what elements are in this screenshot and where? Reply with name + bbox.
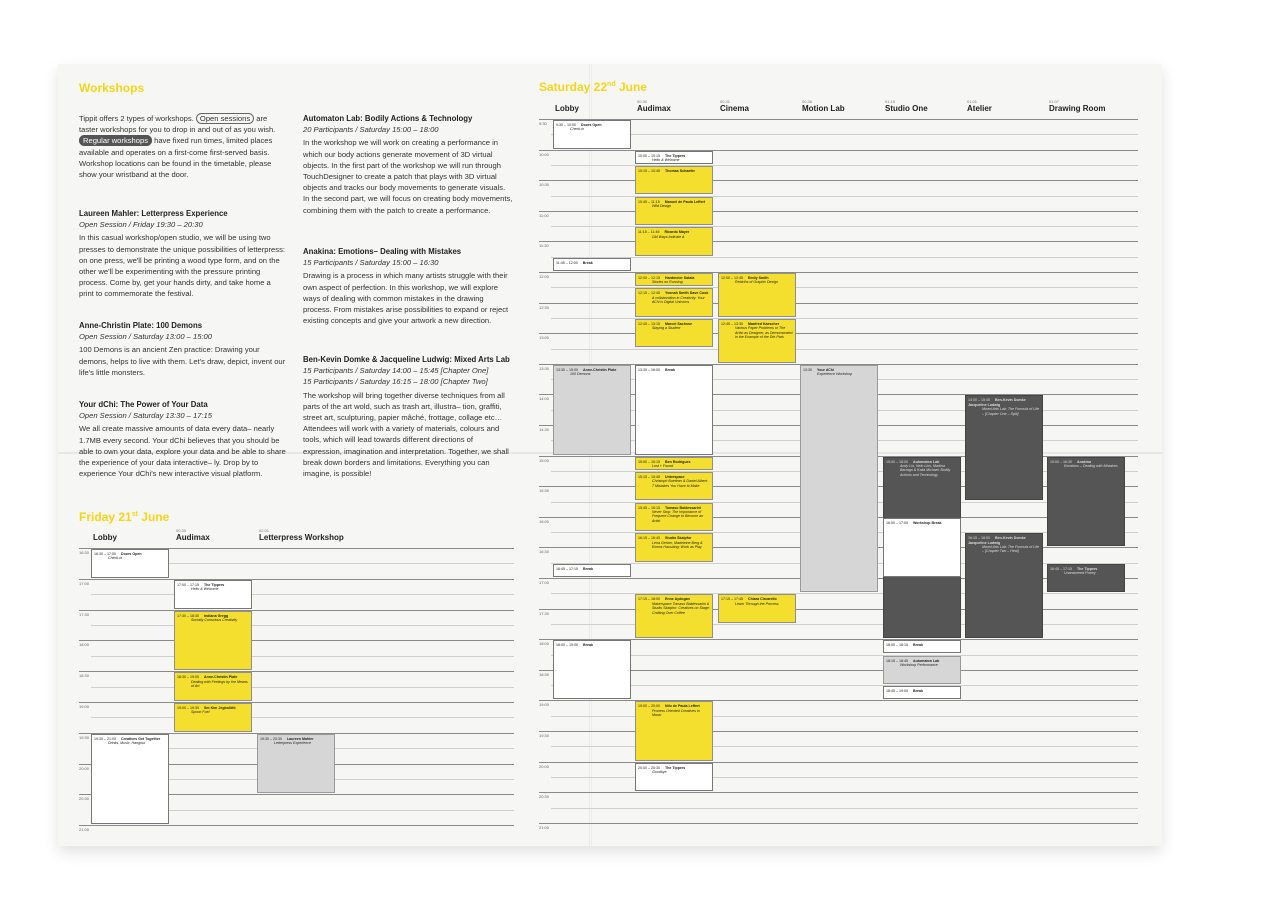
schedule-event bbox=[91, 549, 169, 578]
schedule-event bbox=[635, 503, 713, 532]
time-label: 18:00 bbox=[79, 642, 90, 648]
schedule-event bbox=[257, 734, 335, 794]
event-name: Anne-Christin Plate bbox=[582, 367, 617, 372]
event-description: Drinks, Music, Hangout bbox=[108, 741, 146, 746]
schedule-event bbox=[635, 472, 713, 501]
workshop-title: Ben-Kevin Domke & Jacqueline Ludwig: Mixed Arts Lab bbox=[303, 355, 510, 364]
half-gridline bbox=[551, 655, 1138, 656]
workshop-entry bbox=[79, 320, 286, 378]
schedule-event bbox=[553, 564, 631, 577]
time-label: 21:00 bbox=[539, 824, 550, 830]
time-label: 12:00 bbox=[539, 274, 550, 279]
event-description: Andy Lio, Nelo Lins, Martina Barrago & Kaiia Michael: Bodily Actions and Technology bbox=[900, 464, 951, 477]
room-header: Motion Lab bbox=[802, 104, 845, 113]
time-label: 19:30 bbox=[79, 734, 90, 740]
time-gridline bbox=[79, 702, 514, 703]
half-gridline bbox=[551, 134, 1138, 135]
event-name: The Tippers bbox=[664, 765, 686, 770]
event-time: 12:45 – 13:15 bbox=[638, 321, 660, 326]
event-time: 18:00 – 19:00 bbox=[556, 643, 578, 648]
schedule-event bbox=[635, 594, 713, 638]
event-name: Yvonah Smith Dave Cook bbox=[664, 291, 709, 296]
time-label: 10:00 bbox=[539, 151, 550, 157]
open-sessions-pill: Open sessions bbox=[196, 113, 254, 124]
room-number: 01.01 bbox=[967, 99, 978, 104]
event-description: Mixed Arts Lab: The Formula of Life – [Chapter One – Split] bbox=[982, 407, 1039, 416]
event-description: 100 Demons bbox=[570, 372, 591, 377]
event-name: Anakina bbox=[1076, 459, 1091, 464]
workshop-title: Anne-Christin Plate: 100 Demons bbox=[79, 321, 203, 330]
event-description: Learn Through the Process bbox=[735, 601, 779, 606]
schedule-event bbox=[553, 258, 631, 271]
event-description: Wild Design bbox=[652, 203, 672, 208]
event-time: 17:30 – 18:30 bbox=[177, 613, 199, 618]
event-time: 15:15 – 15:45 bbox=[638, 474, 660, 479]
time-label: 16:30 bbox=[79, 550, 90, 555]
half-gridline bbox=[91, 594, 514, 595]
time-label: 17:30 bbox=[79, 611, 90, 617]
friday-title: Friday 21st June bbox=[79, 510, 170, 524]
workshop-entry bbox=[303, 246, 513, 326]
event-time: 15:00 – 16:30 bbox=[1050, 459, 1072, 464]
event-time: 16:15 – 16:45 bbox=[638, 536, 660, 541]
time-gridline bbox=[539, 609, 1138, 610]
time-gridline bbox=[539, 180, 1138, 181]
event-description: Emotions – Dealing with Mistakes bbox=[1064, 464, 1118, 468]
workshop-subtitle: 15 Participants / Saturday 15:00 – 16:30 bbox=[303, 258, 439, 268]
event-name: Chiara Circarello bbox=[747, 597, 777, 602]
event-name: Unterspace bbox=[664, 474, 685, 479]
event-time: 18:45 – 19:00 bbox=[886, 689, 908, 694]
event-name: Your dChi bbox=[817, 367, 834, 372]
half-gridline bbox=[91, 656, 514, 657]
event-name: Workshop Break bbox=[912, 520, 942, 525]
event-description: Various Paper Problems or The Artist as Designer, as Demonstrated in the Example of the Die-Park bbox=[735, 326, 793, 340]
event-time: 16:00 – 17:00 bbox=[886, 520, 908, 525]
half-gridline bbox=[551, 349, 1138, 350]
half-gridline bbox=[91, 625, 514, 626]
time-gridline bbox=[539, 272, 1138, 273]
event-time: 17:00 – 17:15 bbox=[177, 582, 199, 587]
workshop-title: Automaton Lab: Bodily Actions & Technology bbox=[303, 114, 473, 123]
saturday-title: Saturday 22nd June bbox=[539, 80, 647, 94]
event-time: 12:00 – 12:15 bbox=[638, 276, 660, 280]
room-number: 01.15 bbox=[885, 99, 896, 104]
event-description: Old Ways Indicate A bbox=[652, 234, 685, 239]
workshop-entry bbox=[79, 208, 286, 300]
event-time: 13:30 bbox=[803, 367, 812, 372]
event-time: 10:45 – 11:15 bbox=[638, 199, 660, 204]
schedule-event bbox=[718, 594, 796, 623]
event-time: 16:30 – 17:00 bbox=[94, 552, 116, 556]
event-time: 15:45 – 16:15 bbox=[638, 505, 660, 510]
event-time: 11:15 – 11:45 bbox=[638, 230, 660, 235]
event-time: 16:45 – 17:15 bbox=[1050, 566, 1072, 571]
half-gridline bbox=[91, 717, 514, 718]
event-name: Doors Open bbox=[580, 123, 602, 127]
event-name: Studio Skalpfor bbox=[664, 536, 692, 541]
half-gridline bbox=[551, 685, 1138, 686]
time-label: 12:30 bbox=[539, 304, 550, 310]
time-label: 17:00 bbox=[79, 580, 90, 586]
event-time: 11:45 – 12:00 bbox=[556, 260, 578, 265]
time-label: 11:30 bbox=[539, 243, 549, 249]
event-name: Break bbox=[664, 367, 675, 372]
schedule-event bbox=[174, 580, 252, 609]
time-label: 9:30 bbox=[539, 121, 547, 126]
half-gridline bbox=[551, 257, 1138, 258]
schedule-event bbox=[635, 533, 713, 562]
room-number: 00.31 bbox=[720, 99, 731, 104]
event-name: Tomaso Baldessarini bbox=[664, 505, 701, 510]
event-time: 20:00 – 20:30 bbox=[638, 765, 660, 770]
intro-text: Tippit offers 2 types of workshops. bbox=[79, 114, 196, 123]
event-time: 10:00 – 10:15 bbox=[638, 153, 660, 158]
time-label: 18:30 bbox=[79, 673, 90, 679]
schedule-event bbox=[883, 640, 961, 653]
schedule-event bbox=[965, 395, 1043, 500]
event-name: Anne-Christin Plate bbox=[203, 675, 238, 680]
room-header: Lobby bbox=[93, 533, 117, 542]
time-gridline bbox=[539, 333, 1138, 334]
workshop-entry bbox=[303, 113, 513, 216]
event-description: Goodbye bbox=[652, 770, 667, 774]
workshop-body: In this casual workshop/open studio, we will be using two presses to demonstrate the unique possibilities of letterpress: on one press, we'll be printing a wood type form, and on the other we'll be experimenting with the pressure printing process. Come by, get your hands dirty, and take home a print to commemorate the festival. bbox=[79, 233, 285, 299]
intro-text: have fixed run times, limited places available and operates on a first-come first-served basis. Workshop locations can be found in the timetable, please show your wristband at the door. bbox=[79, 136, 273, 180]
room-number: 02.01 bbox=[259, 528, 270, 533]
event-time: 12:00 – 12:45 bbox=[721, 276, 743, 280]
schedule-event bbox=[635, 319, 713, 348]
event-name: Laureen Mahler bbox=[286, 736, 314, 741]
schedule-event bbox=[1047, 457, 1125, 547]
schedule-event bbox=[965, 533, 1043, 638]
half-gridline bbox=[91, 687, 514, 688]
time-label: 16:30 bbox=[539, 549, 550, 555]
event-description: Rebirths of Graphic Design bbox=[735, 280, 779, 285]
schedule-event bbox=[635, 457, 713, 470]
event-name: Ben-Kevin Domke Jacqueline Ludwig bbox=[968, 536, 1026, 545]
workshop-body: We all create massive amounts of data every data– nearly 1.7MB every second. Your dChi believes that you should be able to own your data, explore your data and be able to share the experience of your data interactive– ly. Drop by to experience Your dChi's new interactive visual platform. bbox=[79, 424, 286, 479]
workshop-subtitle: Open Session / Saturday 13:30 – 17:15 bbox=[79, 411, 212, 421]
event-time: 17:15 – 17:45 bbox=[721, 597, 743, 602]
time-gridline bbox=[79, 610, 514, 611]
event-time: 9:30 – 10:00 bbox=[556, 123, 576, 127]
event-description: Christoph Buettner & Daniel Albert: 7 Mistakes You Have to Make bbox=[652, 479, 708, 488]
schedule-event bbox=[174, 611, 252, 671]
workshop-title: Your dChi: The Power of Your Data bbox=[79, 400, 208, 409]
event-description: Hello & Welcome bbox=[191, 587, 219, 592]
time-label: 20:00 bbox=[539, 763, 550, 769]
event-description: Hello & Welcome bbox=[652, 158, 680, 162]
room-header: Audimax bbox=[176, 533, 210, 542]
event-name: The Tippers bbox=[1076, 566, 1098, 571]
time-gridline bbox=[79, 579, 514, 580]
workshops-intro bbox=[79, 113, 286, 180]
room-header: Studio One bbox=[885, 104, 928, 113]
schedule-event bbox=[91, 734, 169, 824]
event-description: Never Stop: The Importance of Frequent Change to Become an Artist bbox=[652, 509, 704, 523]
event-description: Experience Workshop bbox=[817, 372, 853, 377]
room-number: 00.36 bbox=[802, 99, 813, 104]
event-description: Letterpress Experience bbox=[274, 741, 311, 746]
time-gridline bbox=[539, 823, 1138, 824]
workshop-subtitle: Open Session / Saturday 13:00 – 15:00 bbox=[79, 332, 212, 342]
time-label: 15:00 bbox=[539, 457, 550, 463]
time-label: 19:00 bbox=[539, 702, 550, 708]
event-description: Lena Gerber, Madeleine Berg & Emma Hausding: Work as Play bbox=[652, 540, 703, 549]
event-description: Unanswered Poetry bbox=[1064, 571, 1096, 576]
room-number: 00.30 bbox=[176, 528, 187, 533]
time-label: 17:00 bbox=[539, 580, 550, 585]
time-label: 19:00 bbox=[79, 704, 90, 709]
event-time: 18:00 – 18:15 bbox=[886, 643, 908, 648]
time-gridline bbox=[539, 731, 1138, 732]
event-description: A collaboration in Creativity: Your dChi is Digital Unicorns bbox=[652, 295, 705, 305]
event-name: Manfred Kaescher bbox=[747, 321, 780, 326]
event-description: Workshop Performance bbox=[900, 662, 938, 667]
time-label: 20:30 bbox=[79, 796, 90, 802]
time-gridline bbox=[539, 762, 1138, 763]
time-gridline bbox=[539, 150, 1138, 151]
event-name: Marcel Sachsse bbox=[664, 321, 692, 326]
room-number: 00.30 bbox=[637, 99, 648, 104]
event-time: 17:15 – 18:00 bbox=[638, 597, 660, 602]
event-name: Creatives Get Together bbox=[120, 736, 161, 741]
schedule-event bbox=[635, 701, 713, 760]
time-label: 17:30 bbox=[539, 610, 550, 616]
event-time: 14:00 – 15:45 bbox=[968, 398, 990, 403]
half-gridline bbox=[551, 808, 1138, 809]
event-time: 19:00 – 19:30 bbox=[177, 706, 199, 710]
event-time: 15:00 – 15:15 bbox=[638, 459, 660, 464]
workshop-subtitle: Open Session / Friday 19:30 – 20:30 bbox=[79, 220, 203, 230]
event-name: Break bbox=[912, 643, 923, 648]
event-description: Stories on Running bbox=[652, 280, 683, 285]
time-label: 18:00 bbox=[539, 641, 550, 647]
schedule-event bbox=[883, 518, 961, 577]
event-name: The Tippers bbox=[664, 153, 686, 158]
workshop-body: 100 Demons is an ancient Zen practice: Drawing your demons, helps to live with them. Let's draw, depict, invent our life's little monsters. bbox=[79, 345, 286, 377]
workshop-entry bbox=[303, 354, 513, 479]
event-time: 19:30 – 21:00 bbox=[94, 736, 116, 741]
schedule-event bbox=[553, 640, 631, 699]
event-description: Dealing with Feelings by the Means of Art bbox=[191, 679, 248, 688]
event-name: Enne Aydogan bbox=[664, 597, 690, 602]
schedule-event bbox=[718, 319, 796, 363]
time-gridline bbox=[539, 792, 1138, 793]
time-label: 19:30 bbox=[539, 733, 550, 738]
schedule-event bbox=[635, 288, 713, 317]
time-gridline bbox=[539, 700, 1138, 701]
workshop-subtitle: 15 Participants / Saturday 16:15 – 18:00 [Chapter Two] bbox=[303, 377, 488, 387]
time-label: 13:00 bbox=[539, 335, 550, 341]
event-description: Check-in bbox=[570, 127, 585, 132]
event-time: 16:45 – 17:15 bbox=[556, 566, 578, 571]
event-name: Doors Open bbox=[120, 552, 142, 556]
event-time: 15:00 – 18:00 bbox=[886, 459, 908, 464]
event-name: The Tippers bbox=[203, 582, 225, 587]
schedule-event bbox=[553, 365, 631, 455]
schedule-event bbox=[553, 120, 631, 149]
event-name: Break bbox=[582, 566, 593, 571]
event-name: Break bbox=[582, 643, 593, 648]
time-label: 14:00 bbox=[539, 396, 550, 402]
event-name: Sm Kim Jegbolöfö bbox=[203, 706, 236, 710]
time-gridline bbox=[79, 671, 514, 672]
time-label: 14:30 bbox=[539, 427, 550, 432]
event-description: Spoon Fuel bbox=[191, 710, 210, 715]
event-description: Process Oriented Creatives in Music bbox=[652, 708, 700, 718]
event-name: Ricardo Mayer bbox=[664, 230, 690, 235]
event-description: Mixed Arts Lab: The Formula of Life – [Chapter Two – Heal] bbox=[982, 544, 1039, 554]
time-label: 13:30 bbox=[539, 365, 550, 371]
time-label: 16:00 bbox=[539, 518, 550, 524]
schedule-event bbox=[635, 227, 713, 256]
time-gridline bbox=[79, 825, 514, 826]
event-description: Lost + Found bbox=[652, 464, 674, 468]
workshop-entry bbox=[79, 399, 286, 479]
event-time: 18:30 – 19:00 bbox=[177, 675, 199, 680]
room-header: Atelier bbox=[967, 104, 992, 113]
schedule-event bbox=[635, 273, 713, 286]
event-name: Thomas Schaefer bbox=[664, 168, 695, 173]
schedule-event bbox=[635, 197, 713, 226]
event-time: 13:30 – 15:00 bbox=[556, 367, 578, 372]
workshop-title: Laureen Mahler: Letterpress Experience bbox=[79, 209, 228, 218]
event-name: Break bbox=[912, 689, 923, 694]
event-time: 16:15 – 18:00 bbox=[968, 536, 990, 541]
schedule-event bbox=[174, 703, 252, 732]
event-time: 12:45 – 13:30 bbox=[721, 321, 743, 326]
workshop-title: Anakina: Emotions– Dealing with Mistakes bbox=[303, 247, 462, 256]
time-gridline bbox=[539, 211, 1138, 212]
event-name: Manuel de Paula Leffert bbox=[664, 199, 706, 204]
event-name: Hardmeier Satala bbox=[664, 276, 695, 280]
schedule-event bbox=[1047, 564, 1125, 593]
workshops-title: Workshops bbox=[79, 81, 145, 95]
regular-workshops-pill: Regular workshops bbox=[79, 135, 152, 146]
event-description: Socially Conscious Creativity bbox=[191, 618, 238, 622]
time-gridline bbox=[539, 241, 1138, 242]
schedule-event bbox=[635, 763, 713, 792]
time-label: 11:00 bbox=[539, 212, 549, 218]
workshop-body: Drawing is a process in which many artists struggle with their own aspect of perfection. In this workshop, we will explore ways of dealing with common mistakes in the drawing process. From mistakes arise possibilities to expand or reject existing concepts and give your artwork a new direction. bbox=[303, 271, 509, 326]
time-label: 15:30 bbox=[539, 488, 550, 494]
event-name: Nilo de Paula Leffert bbox=[664, 704, 700, 709]
event-description: Staying a Student bbox=[652, 326, 681, 331]
event-description: Check-in bbox=[108, 556, 123, 561]
schedule-event bbox=[883, 686, 961, 699]
event-name: Ben-Kevin Domke Jacqueline Ludwig bbox=[968, 398, 1026, 407]
time-label: 20:30 bbox=[539, 794, 550, 800]
room-header: Drawing Room bbox=[1049, 104, 1106, 113]
event-time: 10:15 – 10:45 bbox=[638, 168, 660, 173]
schedule-event bbox=[883, 656, 961, 685]
schedule-event bbox=[174, 672, 252, 701]
room-header: Letterpress Workshop bbox=[259, 533, 344, 542]
schedule-event bbox=[635, 151, 713, 164]
workshop-subtitle: 15 Participants / Saturday 14:00 – 15:45 [Chapter One] bbox=[303, 366, 489, 376]
event-description: Makerspace Tomaso Baldessarini & Studio Skalpfor: Creatives on Stage: Crafting Over Coffee bbox=[652, 601, 710, 615]
schedule-event bbox=[800, 365, 878, 593]
schedule-event bbox=[718, 273, 796, 317]
time-gridline bbox=[79, 640, 514, 641]
time-label: 18:30 bbox=[539, 671, 550, 677]
schedule-event bbox=[635, 365, 713, 455]
time-gridline bbox=[539, 303, 1138, 304]
event-time: 18:15 – 18:45 bbox=[886, 658, 908, 663]
room-header: Lobby bbox=[555, 104, 579, 113]
schedule-event bbox=[635, 166, 713, 195]
event-name: Automaton Lab bbox=[912, 459, 940, 464]
workshop-body: In the workshop we will work on creating a performance in which our body actions generate movement of 3D virtual objects. In the first part of the workshop we will run through TouchDesigner to create a patch that plays with 3D virtual objects and tracks our body movements to generate visuals. In the second part, we will focus on creating body movements, combining them with the patch to create a performance. bbox=[303, 138, 513, 215]
event-name: Ben Rodrigues bbox=[664, 459, 691, 464]
event-name: Automaton Lab bbox=[912, 658, 940, 663]
time-label: 21:00 bbox=[79, 827, 90, 833]
room-number: 01.07 bbox=[1049, 99, 1060, 104]
event-name: Break bbox=[582, 260, 593, 265]
event-time: 13:30 – 16:00 bbox=[638, 367, 660, 372]
room-header: Audimax bbox=[637, 104, 671, 113]
workshop-body: The workshop will bring together diverse techniques from all parts of the art wold, such as trash art, illustra– tion, graffiti, street art, sculpturing, papier mâché, frottage, collage etc… Attendees will work with a variety of materials, colours and tools, which will lead towards different directions of expression, imagination and interpretation. Together, we shall break down borders and limitations. Everything you can imagine, is possible! bbox=[303, 390, 509, 479]
event-name: Emily Smith bbox=[747, 276, 769, 280]
event-time: 12:15 – 12:45 bbox=[638, 291, 660, 296]
time-label: 20:00 bbox=[79, 765, 90, 771]
event-time: 19:00 – 20:00 bbox=[638, 704, 660, 709]
event-name: Indiana Gregg bbox=[203, 613, 229, 618]
intro-text: are taster workshops for you to drop in and out of as you wish. bbox=[79, 114, 276, 135]
room-header: Cinema bbox=[720, 104, 749, 113]
workshop-subtitle: 20 Participants / Saturday 15:00 – 18:00 bbox=[303, 125, 439, 135]
time-label: 10:30 bbox=[539, 182, 550, 188]
event-time: 19:30 – 20:30 bbox=[260, 736, 282, 741]
